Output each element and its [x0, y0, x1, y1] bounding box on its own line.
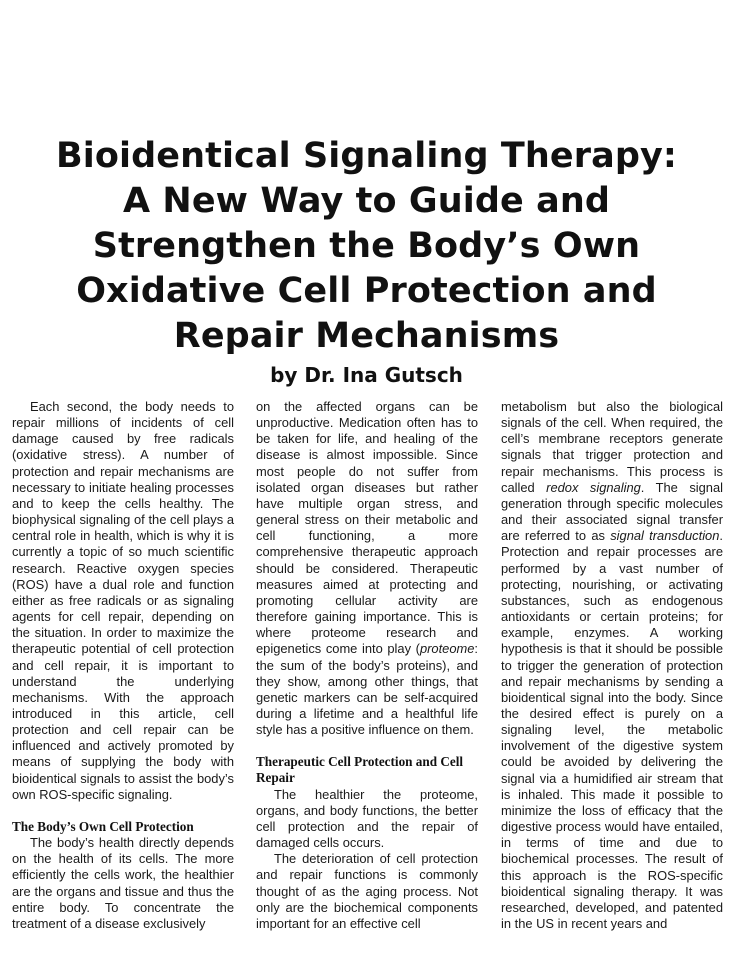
- text-column-1: [12, 399, 234, 932]
- intro-paragraph: Each second, the body needs to repair millions of incidents of cell damage caused by free radicals (oxidative stress). A number of protection and repair mechanisms are necessary to initiate healing processes and to keep the cells healthy. The biophysical signaling of the cell plays a central role in health, which is why it is currently a topic of so much scientific research. Reactive oxygen species (ROS) have a dual role and function either as free radicals or as signaling agents for cell repair, depending on the situation. In order to maximize the therapeutic potential of cell protection and cell repair, it is important to understand the underlying mechanisms. With the approach introduced in this article, cell protection and cell repair can be influenced and actively promoted by means of supplying the body with bioidentical signals to assist the body’s own ROS-specific signaling.: [12, 399, 234, 802]
- title-line: Bioidentical Signaling Therapy:: [55, 136, 678, 176]
- text-run: . Protection and repair processes are performed by a vast number of protecting, nourishing, or activating substances, such as endogenous antioxidants or certain proteins; for example, enzymes. A working hypothesis is that it should be possible to trigger the generation of protection and repair mechanisms by sending a bioidentical signal into the body. Since the desired effect is purely on a signaling level, the metabolic involvement of the digestive system could be avoided by delivering the signal via a humidified air stream that is inhaled. This made it possible to minimize the loss of efficacy that the digestive process would have entailed, in terms of time and due to biochemical processes. The result of this approach is the ROS-specific bioidentical signaling therapy. It was researched, developed, and patented in the US in recent years and: [501, 528, 723, 931]
- emphasis-term: redox signaling: [546, 479, 641, 495]
- title-line: Repair Mechanisms: [173, 316, 560, 356]
- text-run: metabolism but also the biological signals of the cell. When required, the cell’s membrane receptors generate signals that trigger protection and repair mechanisms. This process is called: [501, 399, 723, 495]
- text-run: on the affected organs can be unproductive. Medication often has to be taken for life, and healing of the disease is almost impossible. Since most people do not suffer from isolated organ diseases but rather have multiple organ stress, and general stress on their metabolic and cell functioning, a more comprehensive therapeutic approach should be considered. Therapeutic measures aimed at protecting and promoting cellular activity are therefore gaining importance. This is where proteome research and epigenetics come into play (: [256, 399, 478, 657]
- body-paragraph: [501, 399, 723, 932]
- emphasis-term: proteome: [419, 641, 475, 657]
- text-run: . The signal generation through specific molecules and their associated signal transfer are referred to as: [501, 479, 724, 544]
- title-line: A New Way to Guide and: [122, 181, 611, 221]
- emphasis-term: signal transduction: [610, 528, 720, 544]
- title-line: Strengthen the Body’s Own: [92, 226, 641, 266]
- body-paragraph: The deterioration of cell protection and repair functions is commonly thought of as the aging process. Not only are the biochemical components important for an effective cell: [256, 851, 478, 931]
- body-paragraph: [256, 399, 478, 738]
- body-paragraph: The healthier the proteome, organs, and body functions, the better cell protection and the repair of damaged cells occurs.: [256, 786, 478, 851]
- text-run: : the sum of the body’s proteins), and they show, among other things, that genetic markers can be self-acquired during a lifetime and a healthful life style has a positive influence on them.: [256, 641, 478, 738]
- author-byline: by Dr. Ina Gutsch: [270, 363, 463, 387]
- text-column-2: [256, 399, 478, 932]
- text-column-3: [501, 399, 723, 932]
- title-line: Oxidative Cell Protection and: [76, 271, 657, 311]
- body-paragraph: The body’s health directly depends on the health of its cells. The more efficiently the cells work, the healthier are the organs and tissue and thus the entire body. To concentrate the treatment of a disease exclusively: [12, 835, 234, 931]
- section-heading-cell-protection: The Body’s Own Cell Protection: [12, 818, 194, 834]
- article-title: [0, 134, 733, 359]
- section-heading-cell-repair: Therapeutic Cell Protection and Cell Repair: [256, 754, 464, 786]
